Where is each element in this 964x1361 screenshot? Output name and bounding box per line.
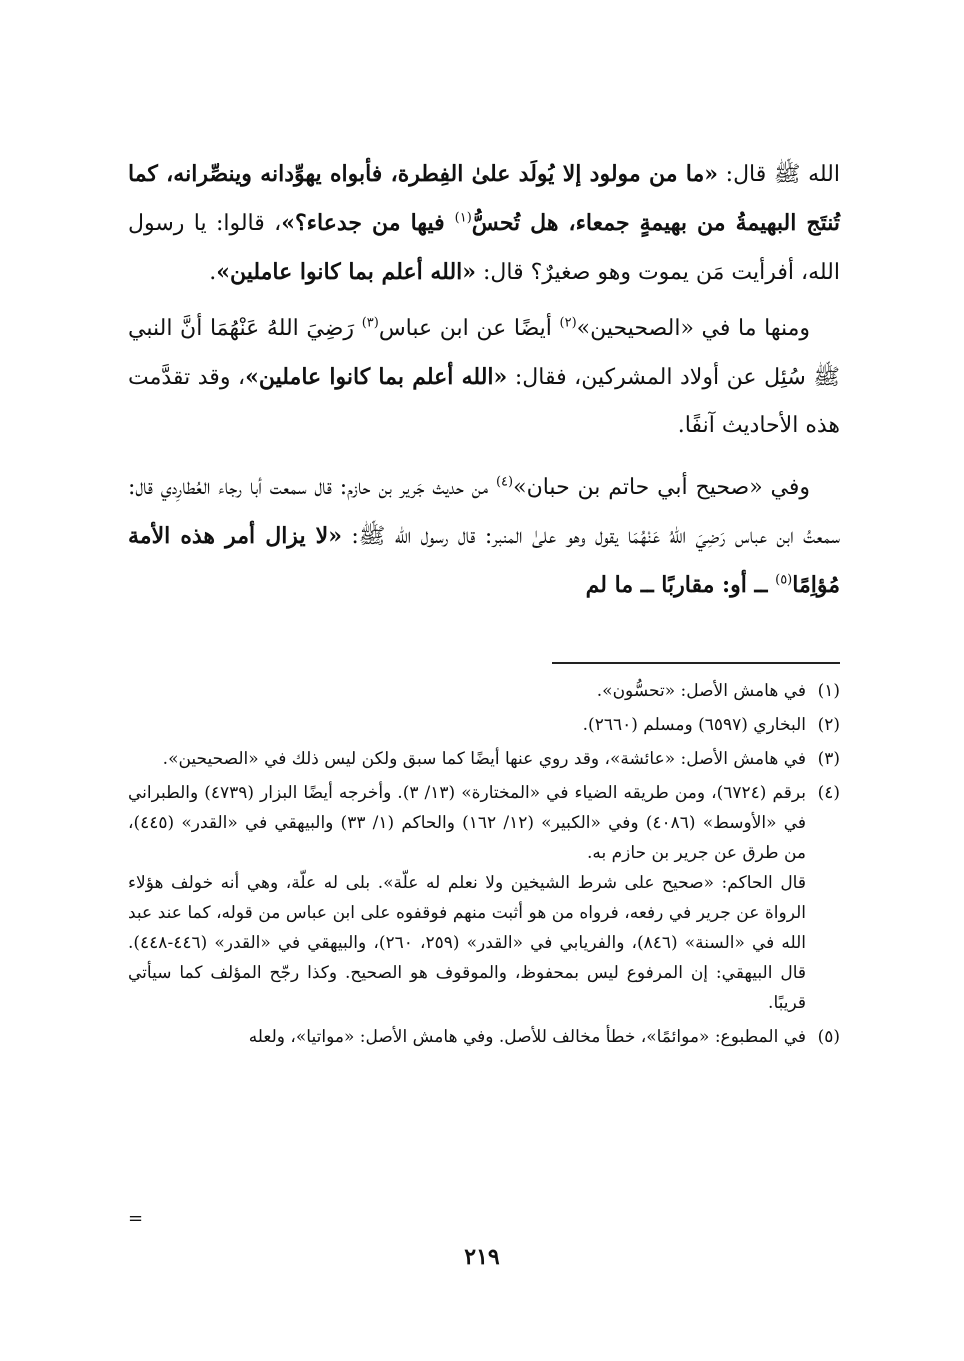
footnotes (128, 676, 840, 1056)
footnote-text (128, 710, 806, 740)
footnote-number: (٣) (817, 749, 840, 769)
quoted-text: ــ أو: مقاربًا ــ ما لم (585, 572, 776, 598)
text-run: ، قالوا: يا رسول الله، أفرأيت مَن يموت وهو صغيرٌ؟ قال: (128, 211, 840, 285)
text-run: الله ﷺ قال: (718, 162, 840, 187)
footnote-ref: (٥) (775, 572, 793, 588)
footnote-number: (٢) (817, 715, 840, 735)
footnote-item (128, 778, 840, 1018)
footnote-text (128, 676, 806, 706)
text-run: أيضًا عن ابن عباس (378, 316, 560, 341)
text-run: من حديث جَرير بن حازم: قال سمعت أبا رجاء العُطارِدي قال: سمعتُ ابن عباس رَضِيَ اللهُ عَنْهُمَا يقول وهو علىٰ المنبر: قال رسول الله ﷺ: (128, 475, 840, 549)
footnote-item (128, 1022, 840, 1052)
footnote-text (128, 778, 806, 1018)
text-run: وفي «صحيح أبي حاتم بن حبان» (513, 475, 810, 500)
footnote-text (128, 1022, 806, 1052)
quoted-text: «ما من مولود إلا يُولَد علىٰ الفِطرة، فأبواه يهوِّدانه وينصِّرانه، كما تُنتَج البهيمةُ من بهيمةٍ جمعاء، هل تُحسُّ (128, 161, 840, 236)
quoted-text: «الله أعلم بما كانوا عاملين» (216, 259, 477, 285)
footnote-paragraph: برقم (٦٧٢٤)، ومن طريقه الضياء في «المختارة» (١٣/ ٣). وأخرجه أيضًا البزار (٤٧٣٩) والطبراني في «الأوسط» (٤٠٨٦) وفي «الكبير» (١٢/ ١٦٢) والحاكم (١/ ٣٣) والبيهقي في «القدر» (٤٤٥)، من طرق عن جرير بن حازم به. (128, 783, 807, 863)
quoted-text: فيها من جدعاء؟» (281, 210, 455, 236)
footnote-paragraph: في هامش الأصل: «عائشة»، وقد روي عنها أيضًا كما سبق ولكن ليس ذلك في «الصحيحين». (162, 749, 806, 769)
footnote-paragraph: البخاري (٦٥٩٧) ومسلم (٢٦٦٠). (582, 715, 806, 735)
paragraph-2 (128, 305, 840, 450)
footnote-paragraph: قال الحاكم: «صحيح على شرط الشيخين ولا نعلم له علّة». بلى له علّة، وهي أنه خولف هؤلاء الرواة عن جرير في رفعه، فرواه من هو أثبت منهم فوقفوه على ابن عباس من قوله، كما عند عبد الله في «السنة» (٨٤٦)، والفريابي في «القدر» (٢٥٩، ٢٦٠)، والبيهقي في «القدر» (٤٤٦-٤٤٨). قال البيهقي: إن المرفوع ليس بمحفوظ، والموقوف هو الصحيح. وكذا رجّح المؤلف كما سيأتي قريبًا. (128, 873, 807, 1013)
footnote-item (128, 676, 840, 706)
footnote-ref: (٤) (495, 474, 514, 490)
footnote-item (128, 744, 840, 774)
footnote-number: (٤) (817, 783, 840, 803)
footnote-item (128, 710, 840, 740)
quoted-text: «الله أعلم بما كانوا عاملين» (245, 364, 508, 390)
footnote-ref: (١) (454, 210, 472, 226)
footnote-separator (552, 662, 840, 664)
text-run: . (209, 260, 217, 285)
footnote-paragraph: في هامش الأصل: «تحسُّون». (596, 681, 806, 701)
continuation-mark: = (128, 1208, 144, 1229)
text-run: ، وقد تقدَّمت هذه الأحاديث آنفًا. (128, 365, 840, 438)
page-number: ٢١٩ (464, 1244, 500, 1270)
paragraph-1 (128, 150, 840, 297)
footnote-ref: (٣) (361, 315, 379, 331)
text-run: رَضِيَ اللهُ عَنْهُمَا أنَّ النبي ﷺ سُئِل عن أولاد المشركين، فقال: (128, 316, 840, 390)
quoted-text: «لا يزال أمر هذه الأمة مُؤاِمًا (128, 523, 840, 598)
footnote-paragraph: في المطبوع: «موائمًا»، خطأ مخالف للأصل. وفي هامش الأصل: «مواتيا»، ولعله (248, 1027, 806, 1047)
paragraph-3 (128, 464, 840, 610)
footnote-number: (٥) (817, 1027, 840, 1047)
footnote-ref: (٢) (559, 315, 577, 331)
main-text (128, 150, 840, 610)
footnote-number: (١) (817, 681, 840, 701)
text-run: ومنها ما في «الصحيحين» (576, 316, 811, 341)
footnote-text (128, 744, 806, 774)
